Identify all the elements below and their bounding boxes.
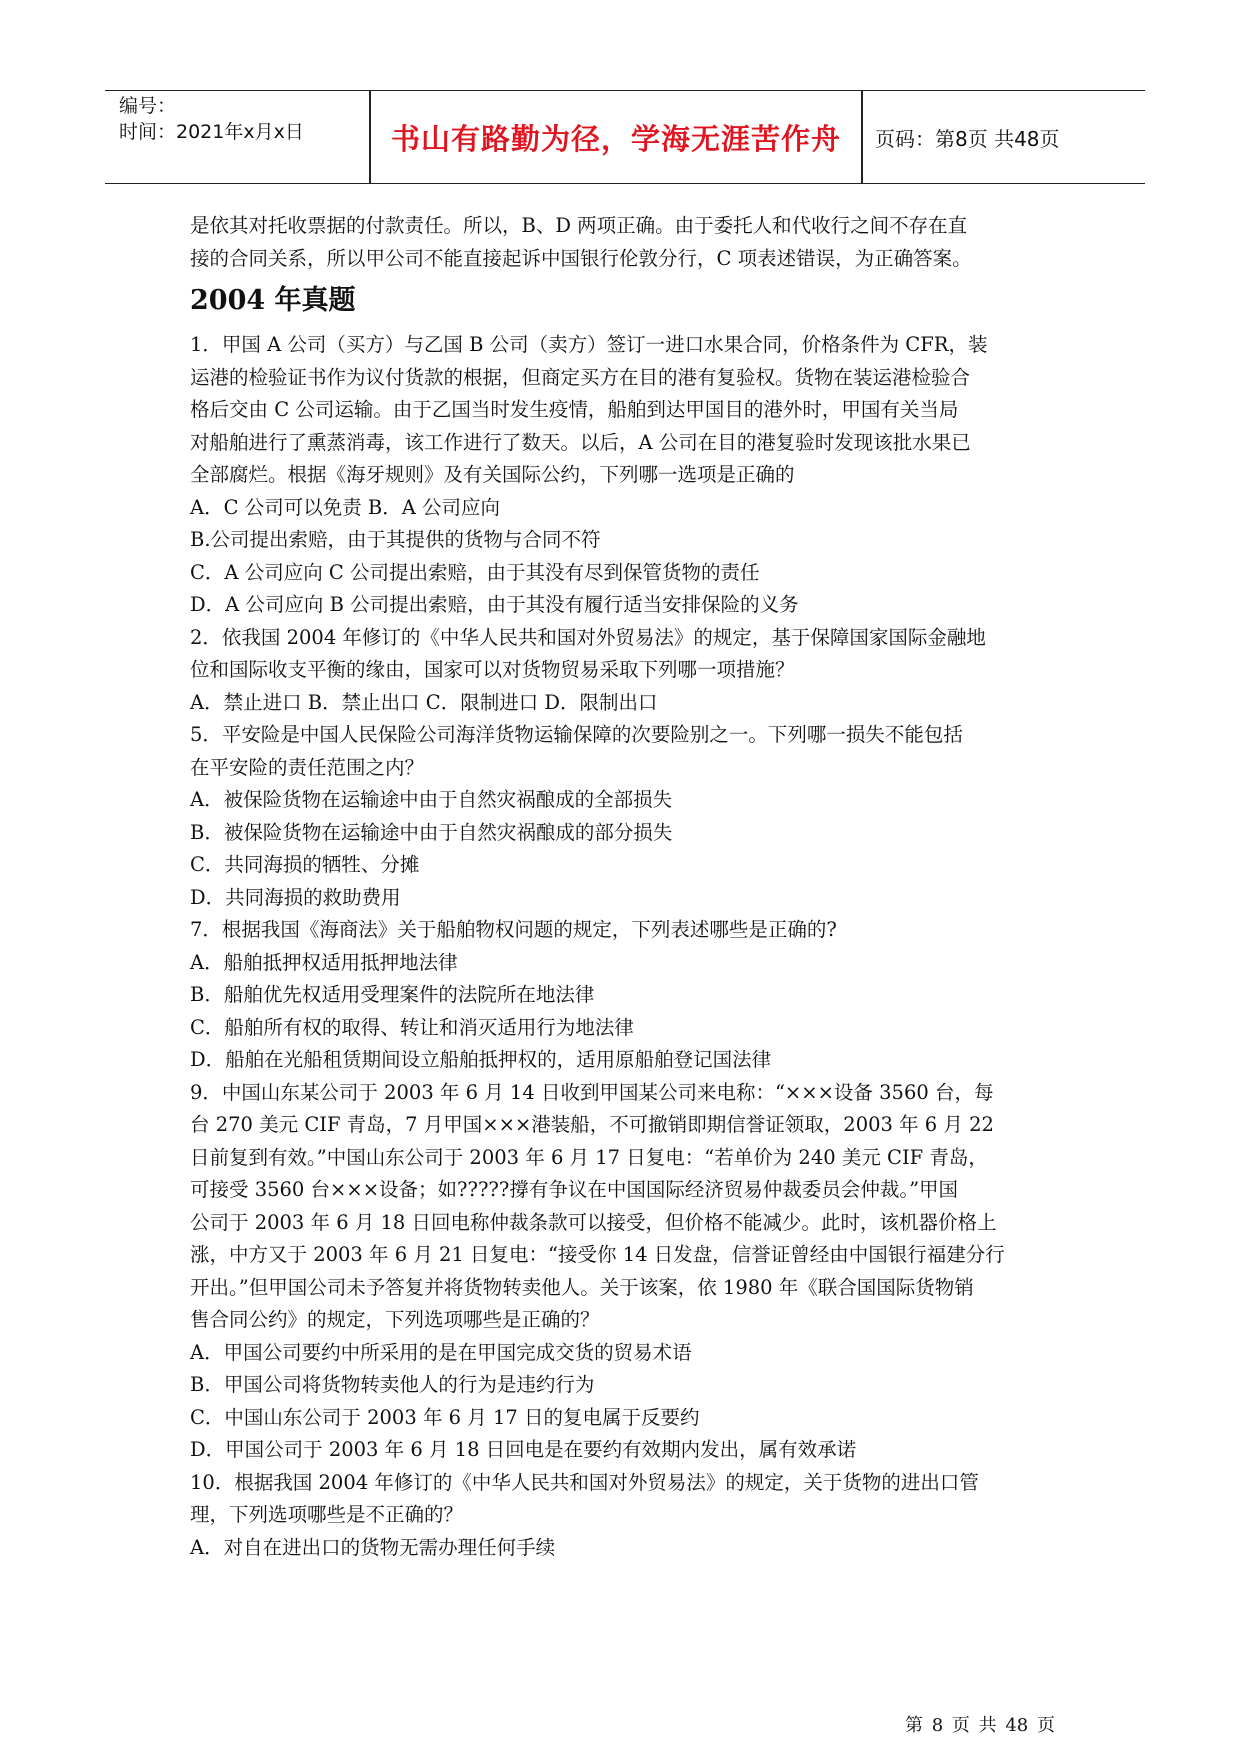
body-line: A．被保险货物在运输途中由于自然灾祸酿成的全部损失: [190, 788, 673, 811]
header-table: [105, 90, 1145, 184]
header-divider: [861, 91, 863, 183]
body-line: A．C 公司可以免责 B．A 公司应向: [190, 495, 501, 519]
body-line: 公司于 2003 年 6 月 18 日回电称仲裁条款可以接受，但价格不能减少。此时，该机器价格上: [190, 1210, 997, 1234]
body-line: A．禁止进口 B．禁止出口 C．限制进口 D．限制出口: [190, 690, 658, 714]
body-line: B．船舶优先权适用受理案件的法院所在地法律: [190, 983, 595, 1006]
body-line: 格后交由 C 公司运输。由于乙国当时发生疫情，船舶到达甲国目的港外时，甲国有关当局: [190, 398, 959, 421]
body-line: C．共同海损的牺牲、分摊: [190, 853, 420, 876]
body-line: 9．中国山东某公司于 2003 年 6 月 14 日收到甲国某公司来电称：“×××设备 3560 台，每: [190, 1080, 994, 1104]
time-label: 时间：2021年x月x日: [119, 121, 304, 143]
body-line: B．甲国公司将货物转卖他人的行为是违约行为: [190, 1373, 595, 1396]
body-line: A．对自在进出口的货物无需办理任何手续: [190, 1535, 556, 1559]
body-line: 可接受 3560 台×××设备；如?????撐有争议在中国国际经济贸易仲裁委员会仲裁。”甲国: [190, 1178, 959, 1201]
header-motto: 书山有路勤为径，学海无涯苦作舟: [390, 121, 841, 156]
body-line: D．共同海损的救助费用: [190, 885, 401, 909]
document-body: [190, 210, 1060, 1564]
body-line: 在平安险的责任范围之内？: [190, 755, 425, 779]
body-line: A．船舶抵押权适用抵押地法律: [190, 950, 458, 974]
body-line: 运港的检验证书作为议付货款的根据，但商定买方在目的港有复验权。货物在装运港检验合: [190, 365, 971, 389]
body-line: C．A 公司应向 C 公司提出索赔，由于其没有尽到保管货物的责任: [190, 560, 760, 584]
body-line: C．中国山东公司于 2003 年 6 月 17 日的复电属于反要约: [190, 1405, 700, 1429]
body-line: 10．根据我国 2004 年修订的《中华人民共和国对外贸易法》的规定，关于货物的进出口管: [190, 1470, 979, 1494]
body-line: 2．依我国 2004 年修订的《中华人民共和国对外贸易法》的规定，基于保障国家国际金融地: [190, 625, 986, 649]
section-heading: 2004 年真题: [190, 285, 356, 316]
body-line: 理，下列选项哪些是不正确的？: [190, 1503, 464, 1526]
body-line: 接的合同关系，所以甲公司不能直接起诉中国银行伦敦分行，C 项表述错误，为正确答案。: [190, 246, 972, 270]
body-line: 日前复到有效。”中国山东公司于 2003 年 6 月 17 日复电：“若单价为 240 美元 CIF 青岛，: [190, 1145, 988, 1169]
header-meta: [119, 91, 359, 183]
body-line: 位和国际收支平衡的缘由，国家可以对货物贸易采取下列哪一项措施？: [190, 658, 795, 681]
body-line: 5．平安险是中国人民保险公司海洋货物运输保障的次要险别之一。下列哪一损失不能包括: [190, 723, 963, 746]
page-footer: 第 8 页 共 48 页: [905, 1715, 1055, 1736]
body-line: 台 270 美元 CIF 青岛，7 月甲国×××港装船，不可撤销即期信誉证领取，2003 年 6 月 22: [190, 1113, 994, 1136]
body-line: 涨，中方又于 2003 年 6 月 21 日复电：“接受你 14 日发盘，信誉证曾经由中国银行福建分行: [190, 1243, 1005, 1266]
body-line: B．被保险货物在运输途中由于自然灾祸酿成的部分损失: [190, 820, 673, 844]
body-line: B.公司提出索赔，由于其提供的货物与合同不符: [190, 528, 601, 551]
body-line: 全部腐烂。根据《海牙规则》及有关国际公约，下列哪一选项是正确的: [190, 463, 795, 486]
body-line: D．船舶在光船租赁期间设立船舶抵押权的，适用原船舶登记国法律: [190, 1048, 772, 1071]
body-line: 对船舶进行了熏蒸消毒，该工作进行了数天。以后，A 公司在目的港复验时发现该批水果已: [190, 430, 971, 454]
number-label: 编号：: [119, 95, 177, 117]
body-line: C．船舶所有权的取得、转让和消灭适用行为地法律: [190, 1015, 634, 1039]
body-line: 售合同公约》的规定，下列选项哪些是正确的？: [190, 1308, 600, 1331]
body-line: D．A 公司应向 B 公司提出索赔，由于其没有履行适当安排保险的义务: [190, 593, 799, 616]
body-line: 是依其对托收票据的付款责任。所以，B、D 两项正确。由于委托人和代收行之间不存在直: [190, 214, 968, 237]
header-page-info: 页码：第8页 共48页: [875, 126, 1060, 151]
body-line: 1．甲国 A 公司（买方）与乙国 B 公司（卖方）签订一进口水果合同，价格条件为 CFR，装: [190, 333, 988, 356]
body-line: A．甲国公司要约中所采用的是在甲国完成交货的贸易术语: [190, 1340, 692, 1364]
body-line: 开出。”但甲国公司未予答复并将货物转卖他人。关于该案，依 1980 年《联合国国际货物销: [190, 1275, 974, 1299]
body-line: D．甲国公司于 2003 年 6 月 18 日回电是在要约有效期内发出，属有效承诺: [190, 1438, 857, 1461]
body-line: 7．根据我国《海商法》关于船舶物权问题的规定，下列表述哪些是正确的?: [190, 918, 837, 941]
